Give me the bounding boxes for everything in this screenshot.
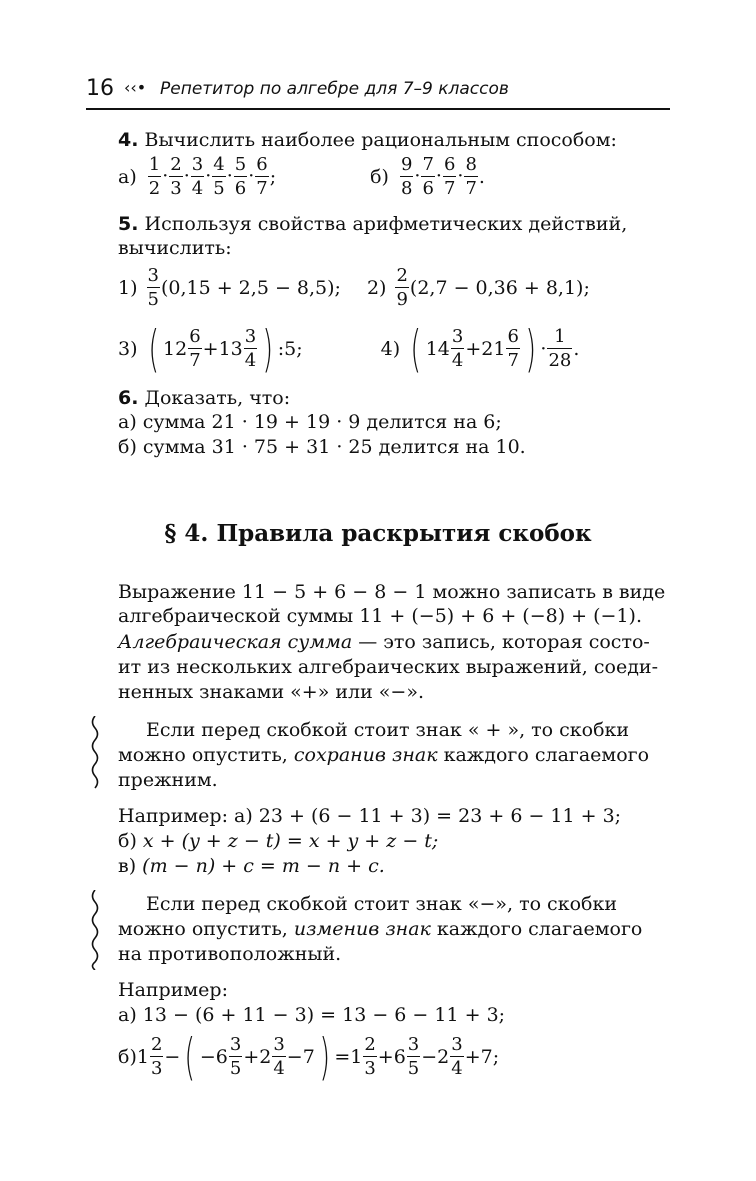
- ex5-item1-label: 1): [118, 277, 138, 299]
- ex5-item4-frac2: $\frac{6}{7}$: [507, 326, 519, 371]
- ex4-b-label: б): [370, 166, 389, 188]
- ex4-a-product: [147, 156, 270, 198]
- ex6-heading: [118, 386, 290, 410]
- ex5-text-cont: вычислить:: [118, 237, 232, 259]
- example1-line2: [118, 829, 438, 853]
- ex5-line-2: [118, 320, 579, 378]
- example1-line3-label: в): [118, 855, 143, 877]
- rule1-line1: Если перед скобкой стоит знак « + », то скобки: [146, 719, 630, 741]
- para2-line1-rest: — это запись, которая состо-: [352, 631, 650, 653]
- example2-b: [118, 1028, 499, 1086]
- left-paren: (: [147, 320, 159, 378]
- rule1-line2: [118, 743, 649, 767]
- ex2b-whole1: 1: [136, 1046, 149, 1068]
- fraction: $\frac{5}{6}$: [234, 154, 247, 199]
- rule1-line2-b: каждого слагаемого: [437, 744, 650, 766]
- para1-line2: алгебраической суммы 11 + (−5) + 6 + (−8) + (−1).: [118, 605, 642, 627]
- ex5-item1-expr: (0,15 + 2,5 − 8,5);: [160, 277, 341, 299]
- para2-line3: ненных знаками «+» или «−».: [118, 681, 425, 703]
- rule2-line2-b: каждого слагаемого: [430, 918, 643, 940]
- ex6-number: 6.: [118, 387, 139, 409]
- section-title: § 4. Правила раскрытия скобок: [164, 520, 592, 547]
- example1-line2-label: б): [118, 830, 143, 852]
- ex4-a-end: ;: [269, 166, 277, 188]
- term-algebraic-sum: Алгебраическая сумма: [118, 631, 353, 653]
- ex5-item4-op: +21: [465, 338, 506, 360]
- right-paren: ): [319, 1028, 330, 1086]
- rule2-line1: Если перед скобкой стоит знак «−», то скобки: [146, 893, 617, 915]
- ex2b-frac1: $\frac{2}{3}$: [150, 1034, 163, 1079]
- fraction: $\frac{1}{2}$: [148, 154, 161, 199]
- para2-line2: ит из нескольких алгебраических выражений, соеди-: [118, 656, 658, 678]
- fraction: $\frac{7}{6}$: [422, 154, 434, 199]
- page-header: [86, 76, 670, 110]
- fraction: $\frac{4}{5}$: [213, 154, 225, 199]
- ex4-line: [118, 152, 485, 202]
- ex5-number: 5.: [118, 213, 139, 235]
- multiply-dot: ·: [457, 165, 464, 187]
- multiply-dot: ·: [414, 165, 421, 187]
- example2-title: Например:: [118, 979, 228, 1001]
- ex5-item4-dot: ·: [540, 338, 547, 360]
- ex5-item3-frac2: $\frac{3}{4}$: [244, 326, 257, 371]
- fraction: $\frac{6}{7}$: [443, 154, 456, 199]
- example1-line3: [118, 854, 385, 878]
- left-paren: (: [184, 1028, 196, 1086]
- rule1-line2-a: можно опустить,: [118, 744, 294, 766]
- fraction: $\frac{9}{8}$: [400, 154, 413, 199]
- ex5-item4-frac3: $\frac{1}{28}$: [548, 326, 572, 371]
- rule1-line3: прежним.: [118, 769, 218, 791]
- wavy-rule-marker-1: [88, 716, 102, 790]
- rule2-line2: [118, 917, 642, 941]
- ex2b-frac5: $\frac{3}{5}$: [407, 1034, 420, 1079]
- wavy-rule-marker-2: [88, 890, 102, 970]
- ex5-item3-op: +13: [202, 338, 243, 360]
- example2-b-label: б): [118, 1046, 137, 1068]
- rule2-line3: на противоположный.: [118, 943, 342, 965]
- rule2-line2-a: можно опустить,: [118, 918, 294, 940]
- multiply-dot: ·: [226, 165, 233, 187]
- emph-change-sign: изменив знак: [293, 918, 431, 940]
- multiply-dot: ·: [183, 165, 190, 187]
- ex5-item3-whole1: 12: [163, 338, 188, 360]
- ex2b-frac4: $\frac{2}{3}$: [364, 1034, 376, 1079]
- example1-line3-expr: (m − n) + c = m − n + c.: [142, 855, 385, 877]
- ex5-line-1: [118, 262, 590, 314]
- right-paren: ): [525, 320, 537, 378]
- ex5-item2-expr: (2,7 − 0,36 + 8,1);: [409, 277, 590, 299]
- ex5-item1-fraction: $\frac{3}{5}$: [147, 265, 159, 310]
- ex4-text: Вычислить наиболее рациональным способом:: [144, 129, 617, 151]
- fraction: $\frac{6}{7}$: [256, 154, 268, 199]
- ex2b-minus2: −2: [421, 1046, 450, 1068]
- ex5-heading: [118, 212, 627, 236]
- para1-line1: Выражение 11 − 5 + 6 − 8 − 1 можно записать в виде: [118, 581, 666, 603]
- ex5-text: Используя свойства арифметических действий,: [144, 213, 628, 235]
- ex2b-minus: −: [164, 1046, 181, 1068]
- ex5-item4-end: .: [573, 338, 580, 360]
- book-title: Репетитор по алгебре для 7–9 классов: [160, 79, 509, 99]
- multiply-dot: ·: [205, 165, 212, 187]
- fraction: $\frac{2}{3}$: [170, 154, 182, 199]
- ex2b-plus6: +6: [377, 1046, 406, 1068]
- header-ornament: ‹‹•: [124, 78, 147, 97]
- ex4-b-product: [399, 156, 479, 198]
- multiply-dot: ·: [435, 165, 442, 187]
- multiply-dot: ·: [248, 165, 255, 187]
- ex2b-minus7: −7: [286, 1046, 315, 1068]
- ex4-a-label: а): [118, 166, 137, 188]
- fraction: $\frac{3}{4}$: [191, 154, 204, 199]
- ex5-item3-frac1: $\frac{6}{7}$: [189, 326, 201, 371]
- multiply-dot: ·: [162, 165, 169, 187]
- ex6-text: Доказать, что:: [144, 387, 291, 409]
- emph-keep-sign: сохранив знак: [293, 744, 438, 766]
- ex6-item-b: б) сумма 31 · 75 + 31 · 25 делится на 10.: [118, 436, 526, 458]
- ex5-item4-label: 4): [380, 338, 401, 360]
- ex2b-eq1: =1: [334, 1046, 363, 1068]
- left-paren: (: [410, 320, 422, 378]
- ex5-item2-label: 2): [366, 277, 387, 299]
- ex2b-frac3: $\frac{3}{4}$: [273, 1034, 285, 1079]
- ex2b-neg6: −6: [199, 1046, 228, 1068]
- ex4-number: 4.: [118, 129, 139, 151]
- ex2b-frac2: $\frac{3}{5}$: [229, 1034, 242, 1079]
- ex2b-plus2: +2: [243, 1046, 272, 1068]
- ex5-item4-whole1: 14: [425, 338, 450, 360]
- example1-line1: Например: а) 23 + (6 − 11 + 3) = 23 + 6 − 11 + 3;: [118, 805, 622, 827]
- ex2b-frac6: $\frac{3}{4}$: [451, 1034, 463, 1079]
- ex6-item-a: а) сумма 21 · 19 + 19 · 9 делится на 6;: [118, 411, 502, 433]
- para2-line1: [118, 630, 650, 654]
- ex5-item3-label: 3): [118, 338, 138, 360]
- example2-a: а) 13 − (6 + 11 − 3) = 13 − 6 − 11 + 3;: [118, 1004, 506, 1026]
- fraction: $\frac{8}{7}$: [465, 154, 477, 199]
- ex5-item4-frac1: $\frac{3}{4}$: [451, 326, 464, 371]
- ex4-b-end: .: [478, 166, 485, 188]
- example1-line2-expr: x + (y + z − t) = x + y + z − t;: [142, 830, 439, 852]
- page-number: 16: [86, 76, 114, 101]
- ex5-item2-fraction: $\frac{2}{9}$: [396, 265, 408, 310]
- ex5-item3-tail: :5;: [277, 338, 303, 360]
- right-paren: ): [262, 320, 274, 378]
- ex4-heading: [118, 128, 617, 152]
- ex2b-end: +7;: [464, 1046, 500, 1068]
